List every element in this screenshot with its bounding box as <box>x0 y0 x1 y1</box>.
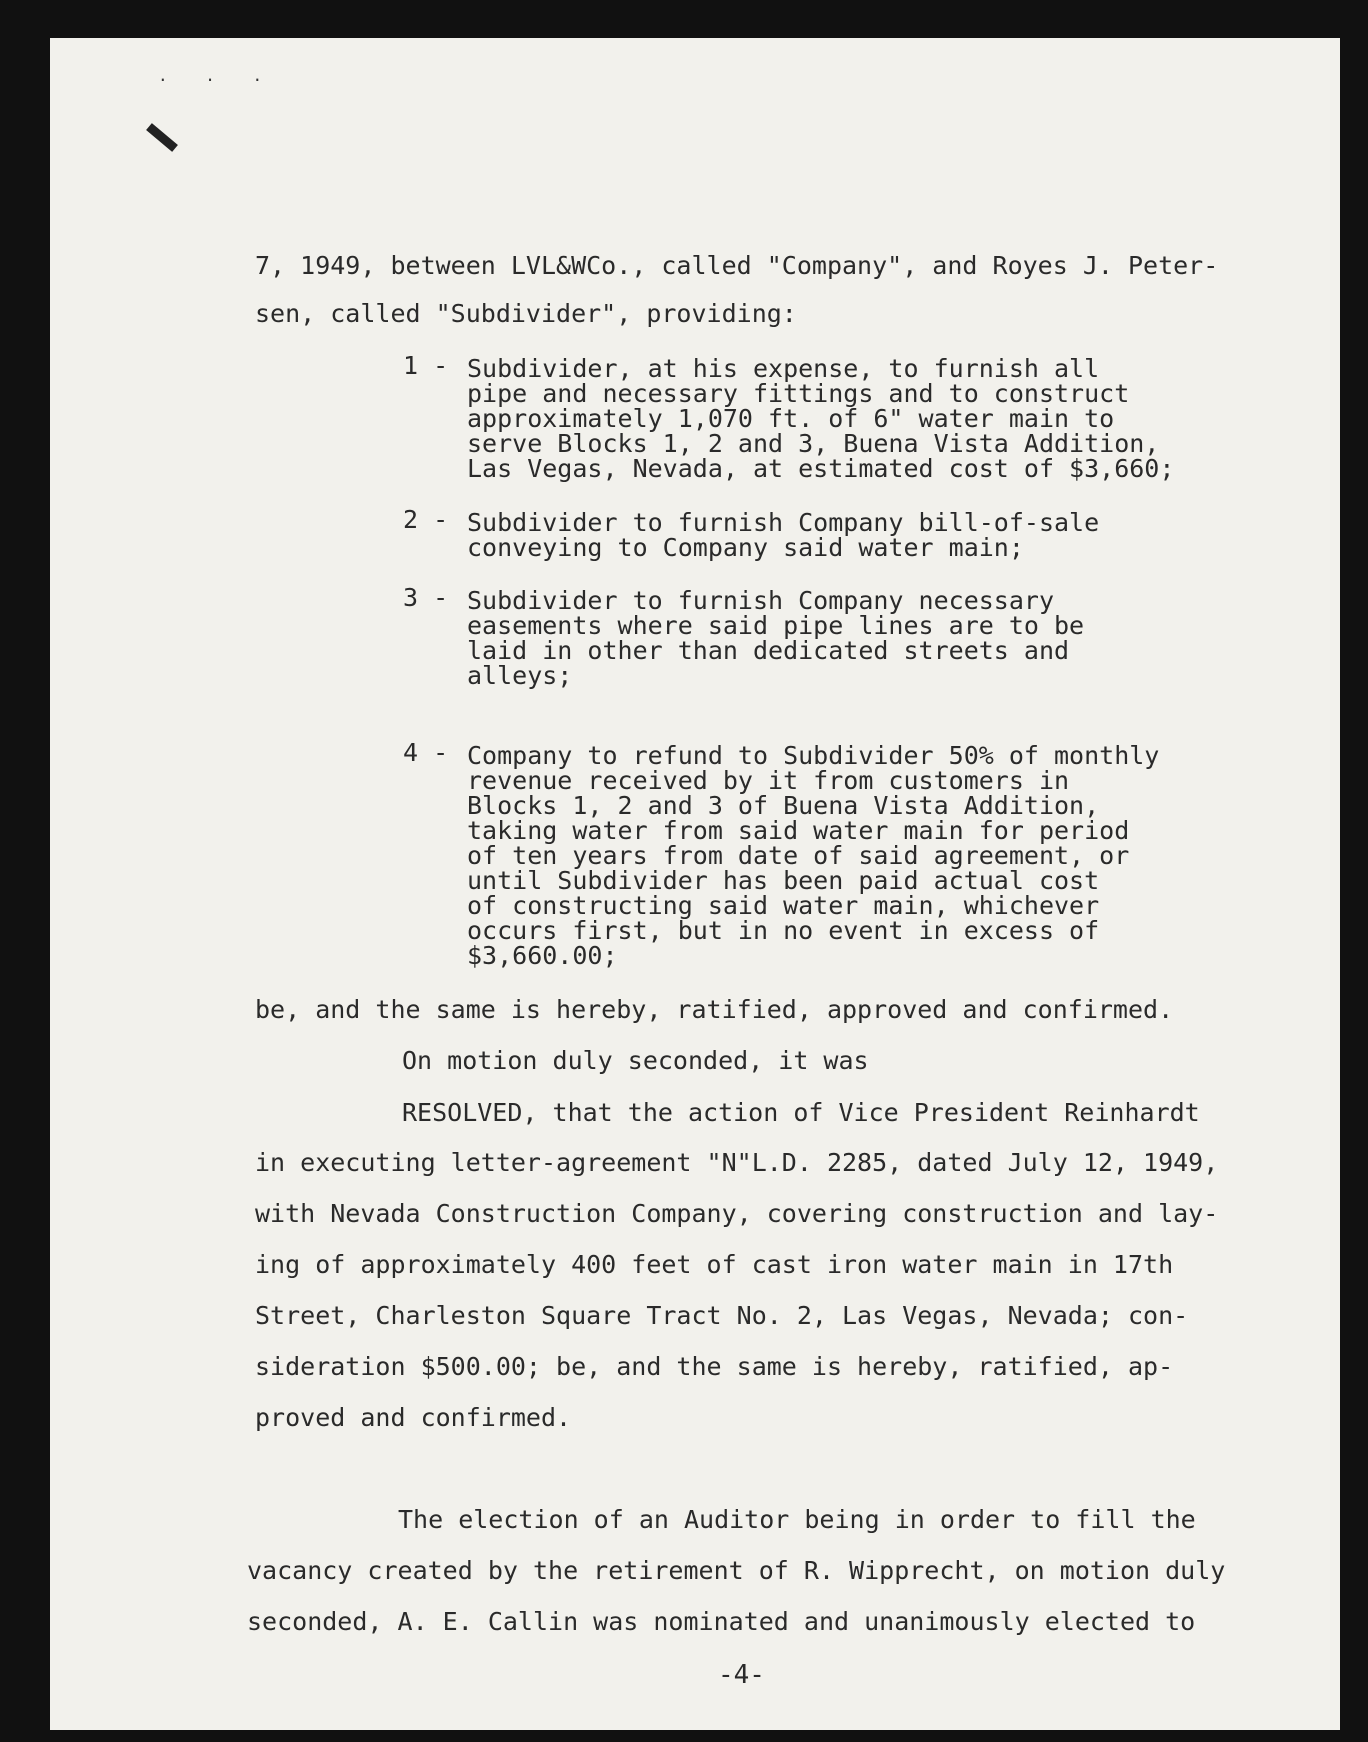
resolved-line: Street, Charleston Square Tract No. 2, Las Vegas, Nevada; con- <box>255 1301 1189 1330</box>
item-1-line: serve Blocks 1, 2 and 3, Buena Vista Addition, <box>467 429 1160 458</box>
item-4-line: until Subdivider has been paid actual cost <box>467 866 1100 895</box>
election-line: vacancy created by the retirement of R. Wipprecht, on motion duly <box>247 1556 1226 1585</box>
item-1-line: pipe and necessary fittings and to construct <box>467 379 1130 408</box>
motion-line: On motion duly seconded, it was <box>402 1046 869 1075</box>
item-1-line: Las Vegas, Nevada, at estimated cost of $3,660; <box>467 454 1175 483</box>
item-4-line: occurs first, but in no event in excess of <box>467 916 1100 945</box>
item-4-line: $3,660.00; <box>467 941 618 970</box>
item-3-line: easements where said pipe lines are to be <box>467 611 1085 640</box>
resolved-line: sideration $500.00; be, and the same is hereby, ratified, ap- <box>255 1352 1174 1381</box>
item-1-line: approximately 1,070 ft. of 6" water main to <box>467 404 1115 433</box>
resolved-line: RESOLVED, that the action of Vice President Reinhardt <box>402 1098 1200 1127</box>
item-4-line: revenue received by it from customers in <box>467 766 1070 795</box>
document-page <box>50 38 1340 1730</box>
margin-marks: . . . <box>158 66 277 85</box>
item-4-line: of ten years from date of said agreement, or <box>467 841 1130 870</box>
election-line: seconded, A. E. Callin was nominated and unanimously elected to <box>247 1607 1196 1636</box>
intro-line-1: 7, 1949, between LVL&WCo., called "Company", and Royes J. Peter- <box>255 251 1219 280</box>
item-2-line: conveying to Company said water main; <box>467 533 1024 562</box>
item-4-number: 4 - <box>403 738 449 767</box>
item-4-line: of constructing said water main, whichever <box>467 891 1100 920</box>
item-1-number: 1 - <box>403 351 449 380</box>
resolved-line: with Nevada Construction Company, covering construction and lay- <box>255 1199 1219 1228</box>
intro-line-2: sen, called "Subdivider", providing: <box>255 299 797 328</box>
item-3-line: alleys; <box>467 661 573 690</box>
item-3-line: laid in other than dedicated streets and <box>467 636 1070 665</box>
item-4-line: Blocks 1, 2 and 3 of Buena Vista Addition, <box>467 791 1100 820</box>
item-4-line: Company to refund to Subdivider 50% of monthly <box>467 741 1160 770</box>
resolved-line: proved and confirmed. <box>255 1403 572 1432</box>
margin-dash-mark <box>146 123 178 152</box>
item-3-number: 3 - <box>403 583 449 612</box>
closing-line: be, and the same is hereby, ratified, approved and confirmed. <box>255 995 1174 1024</box>
item-2-number: 2 - <box>403 505 449 534</box>
resolved-line: in executing letter-agreement "N"L.D. 2285, dated July 12, 1949, <box>255 1148 1219 1177</box>
item-3-line: Subdivider to furnish Company necessary <box>467 586 1054 615</box>
item-1-line: Subdivider, at his expense, to furnish all <box>467 354 1100 383</box>
election-line: The election of an Auditor being in order to fill the <box>398 1505 1196 1534</box>
resolved-line: ing of approximately 400 feet of cast iron water main in 17th <box>255 1250 1174 1279</box>
item-4-line: taking water from said water main for period <box>467 816 1130 845</box>
item-2-line: Subdivider to furnish Company bill-of-sale <box>467 508 1100 537</box>
page-number: -4- <box>718 1660 765 1690</box>
